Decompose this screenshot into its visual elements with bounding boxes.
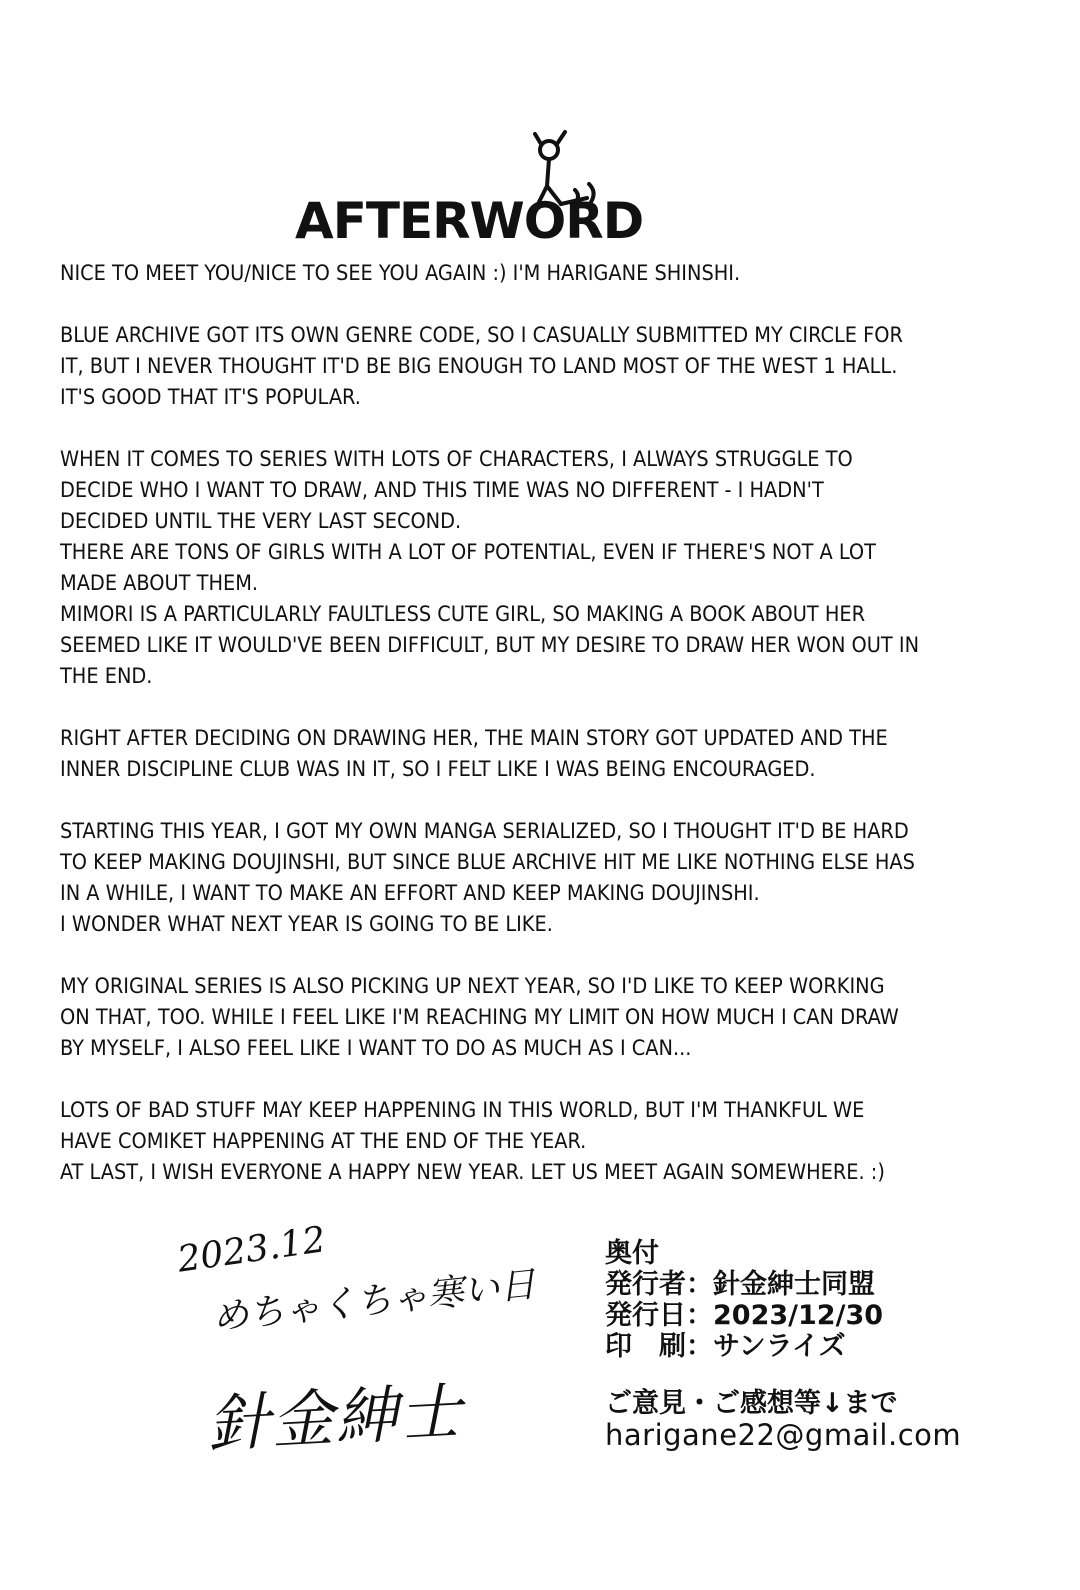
paragraph-line: LOTS OF BAD STUFF MAY KEEP HAPPENING IN THIS WORLD, BUT I'M THANKFUL WE (60, 1098, 865, 1123)
afterword-body (60, 258, 1045, 1219)
paragraph-line: DECIDED UNTIL THE VERY LAST SECOND. (60, 509, 462, 534)
signature-date: 2023.12 (175, 1219, 329, 1281)
signature-note: めちゃくちゃ寒い日 (210, 1264, 538, 1339)
page-title: AFTERWORD (295, 192, 644, 250)
paragraph-line: RIGHT AFTER DECIDING ON DRAWING HER, THE MAIN STORY GOT UPDATED AND THE (60, 726, 888, 751)
afterword-paragraph (60, 444, 1045, 692)
paragraph-line: BY MYSELF, I ALSO FEEL LIKE I WANT TO DO AS MUCH AS I CAN... (60, 1036, 692, 1061)
title-block (295, 128, 644, 250)
paragraph-line: MIMORI IS A PARTICULARLY FAULTLESS CUTE GIRL, SO MAKING A BOOK ABOUT HER (60, 602, 866, 627)
paragraph-line: BLUE ARCHIVE GOT ITS OWN GENRE CODE, SO I CASUALLY SUBMITTED MY CIRCLE FOR (60, 323, 903, 348)
paragraph-line: THE END. (60, 664, 153, 689)
afterword-paragraph (60, 723, 1045, 785)
paragraph-line: MY ORIGINAL SERIES IS ALSO PICKING UP NEXT YEAR, SO I'D LIKE TO KEEP WORKING (60, 974, 885, 999)
afterword-paragraph (60, 816, 1045, 940)
colophon-issue-date: 発行日：2023/12/30 (605, 1300, 884, 1331)
colophon-printer: 印 刷：サンライズ (605, 1331, 846, 1362)
paragraph-line: AT LAST, I WISH EVERYONE A HAPPY NEW YEAR. LET US MEET AGAIN SOMEWHERE. :) (60, 1160, 885, 1185)
contact-label: ご意見・ご感想等↓まで (605, 1388, 898, 1419)
afterword-paragraph (60, 320, 1045, 413)
paragraph-line: IT'S GOOD THAT IT'S POPULAR. (60, 385, 361, 410)
handwritten-signature (165, 1219, 545, 1470)
paragraph-line: SEEMED LIKE IT WOULD'VE BEEN DIFFICULT, BUT MY DESIRE TO DRAW HER WON OUT IN (60, 633, 920, 658)
colophon (605, 1238, 1045, 1452)
colophon-publisher: 発行者：針金紳士同盟 (605, 1269, 875, 1300)
paragraph-line: STARTING THIS YEAR, I GOT MY OWN MANGA SERIALIZED, SO I THOUGHT IT'D BE HARD (60, 819, 909, 844)
colophon-heading: 奥付 (605, 1238, 659, 1269)
afterword-paragraph (60, 1095, 1045, 1188)
signature-name: 針金紳士 (205, 1374, 466, 1461)
paragraph-line: TO KEEP MAKING DOUJINSHI, BUT SINCE BLUE ARCHIVE HIT ME LIKE NOTHING ELSE HAS (60, 850, 915, 875)
paragraph-line: NICE TO MEET YOU/NICE TO SEE YOU AGAIN :) I'M HARIGANE SHINSHI. (60, 261, 741, 286)
paragraph-line: IT, BUT I NEVER THOUGHT IT'D BE BIG ENOUGH TO LAND MOST OF THE WEST 1 HALL. (60, 354, 898, 379)
paragraph-line: DECIDE WHO I WANT TO DRAW, AND THIS TIME WAS NO DIFFERENT - I HADN'T (60, 478, 824, 503)
paragraph-line: THERE ARE TONS OF GIRLS WITH A LOT OF POTENTIAL, EVEN IF THERE'S NOT A LOT (60, 540, 876, 565)
contact-email: harigane22@gmail.com (605, 1418, 962, 1452)
stick-figure-icon (517, 128, 627, 228)
afterword-paragraph (60, 258, 1045, 289)
paragraph-line: INNER DISCIPLINE CLUB WAS IN IT, SO I FELT LIKE I WAS BEING ENCOURAGED. (60, 757, 816, 782)
paragraph-line: WHEN IT COMES TO SERIES WITH LOTS OF CHARACTERS, I ALWAYS STRUGGLE TO (60, 447, 853, 472)
paragraph-line: ON THAT, TOO. WHILE I FEEL LIKE I'M REACHING MY LIMIT ON HOW MUCH I CAN DRAW (60, 1005, 899, 1030)
paragraph-line: MADE ABOUT THEM. (60, 571, 259, 596)
afterword-paragraph (60, 971, 1045, 1064)
paragraph-line: IN A WHILE, I WANT TO MAKE AN EFFORT AND KEEP MAKING DOUJINSHI. (60, 881, 760, 906)
paragraph-line: HAVE COMIKET HAPPENING AT THE END OF THE YEAR. (60, 1129, 587, 1154)
paragraph-line: I WONDER WHAT NEXT YEAR IS GOING TO BE LIKE. (60, 912, 553, 937)
